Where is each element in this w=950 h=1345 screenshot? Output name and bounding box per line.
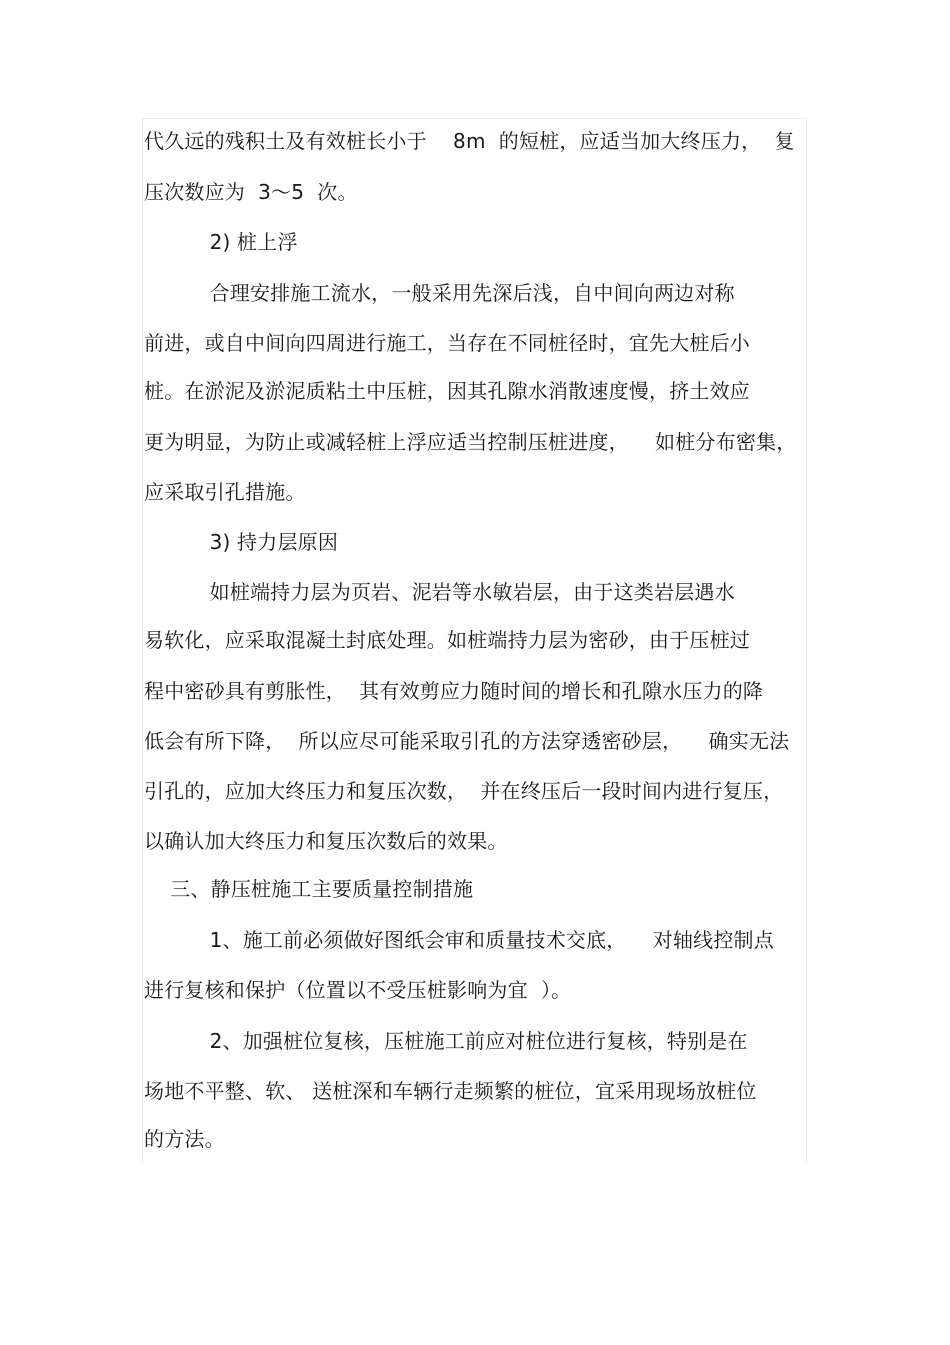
text-line: 前进，或自中间向四周进行施工，当存在不同桩径时，宜先大桩后小 [144, 331, 750, 355]
text-line: 应采取引孔措施。 [144, 480, 306, 504]
text-line: 压次数应为 3～5 次。 [144, 180, 358, 204]
text-line: 易软化，应采取混凝土封底处理。如桩端持力层为密砂，由于压桩过 [144, 628, 750, 652]
text-line: 的方法。 [144, 1127, 225, 1151]
text-line: 代久远的残积土及有效桩长小于 8m 的短桩，应适当加大终压力， 复 [144, 129, 795, 153]
section-heading: 三、静压桩施工主要质量控制措施 [144, 877, 474, 901]
page-border-top [142, 118, 807, 119]
page-border-left [142, 118, 143, 1162]
subheading-bearing-layer: 3) 持力层原因 [144, 530, 339, 554]
text-line: 场地不平整、软、 送桩深和车辆行走频繁的桩位，宜采用现场放桩位 [144, 1079, 757, 1103]
text-line: 合理安排施工流水，一般采用先深后浅，自中间向两边对称 [144, 281, 735, 305]
text-line: 程中密砂具有剪胀性， 其有效剪应力随时间的增长和孔隙水压力的降 [144, 679, 764, 703]
text-line: 桩。在淤泥及淤泥质粘土中压桩，因其孔隙水消散速度慢，挤土效应 [144, 379, 750, 403]
subheading-pile-floating: 2) 桩上浮 [144, 230, 298, 254]
text-line: 更为明显，为防止或减轻桩上浮应适当控制压桩进度， 如桩分布密集， [144, 430, 797, 454]
text-line: 如桩端持力层为页岩、泥岩等水敏岩层，由于这类岩层遇水 [144, 580, 735, 604]
text-line: 2、加强桩位复核，压桩施工前应对桩位进行复核，特别是在 [144, 1029, 748, 1053]
text-line: 低会有所下降， 所以应尽可能采取引孔的方法穿透密砂层， 确实无法 [144, 729, 790, 753]
text-line: 1、施工前必须做好图纸会审和质量技术交底， 对轴线控制点 [144, 928, 774, 952]
text-line: 进行复核和保护（位置以不受压桩影响为宜 ）。 [144, 978, 572, 1002]
text-line: 引孔的，应加大终压力和复压次数， 并在终压后一段时间内进行复压， [144, 779, 784, 803]
text-line: 以确认加大终压力和复压次数后的效果。 [144, 829, 508, 853]
